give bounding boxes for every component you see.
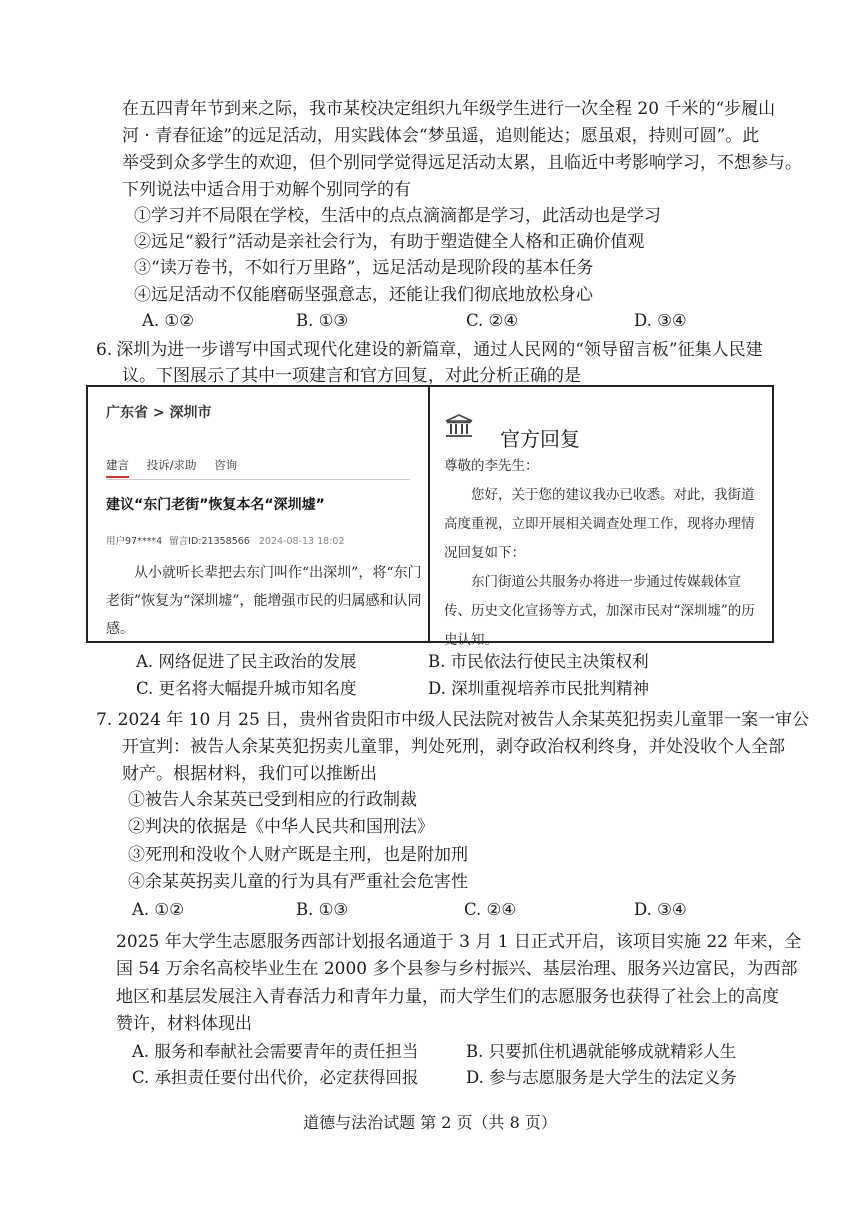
q8-stem-line: 2025 年大学生志愿服务西部计划报名通道于 3 月 1 日正式开启，该项目实施 22 年来，全: [116, 932, 802, 952]
post-body: 从小就听长辈把去东门叫作“出深圳”，将“东门老街”恢复为“深圳墟”，能增强市民的归属感和认同感。: [106, 565, 422, 637]
q6-stem-line: 议。下图展示了其中一项建言和官方回复，对此分析正确的是: [122, 366, 581, 386]
message-tabs: [106, 457, 251, 473]
q6-option-d: D. 深圳重视培养市民批判精神: [428, 679, 650, 698]
q5-stem-line: 下列说法中适合用于劝解个别同学的有: [122, 180, 411, 200]
reply-paragraph: 您好，关于您的建议我办已收悉。对此，我街道高度重视，立即开展相关调查处理工作，现将办理情况回复如下：: [444, 487, 755, 561]
post-meta: [106, 533, 344, 547]
q7-stem-line: 7. 2024 年 10 月 25 日，贵州省贵阳市中级人民法院对被告人余某英犯拐卖儿童罪一案一审公: [96, 710, 810, 730]
q7-option-b: B. ①③: [296, 900, 349, 919]
reply-greeting: 尊敬的李先生：: [444, 458, 539, 474]
post-title: 建议“东门老街”恢复本名“深圳墟”: [106, 497, 325, 513]
q6-option-c: C. 更名将大幅提升城市知名度: [136, 679, 357, 698]
q5-statement: ④远足活动不仅能磨砺坚强意志，还能让我们彻底地放松身心: [134, 285, 593, 305]
q6-stem-line-1: [96, 338, 763, 362]
q8-stem-line: 赞许，材料体现出: [116, 1014, 252, 1034]
reply-title: 官方回复: [500, 427, 580, 451]
q7-option-c: C. ②④: [464, 900, 517, 919]
post-id: 留言ID:21358566: [169, 536, 250, 547]
q5-statement: ③“读万卷书，不如行万里路”，远足活动是现阶段的基本任务: [134, 258, 594, 278]
q5-option-d: D. ③④: [634, 311, 687, 330]
post-date: 2024-08-13 18:02: [258, 536, 345, 547]
government-building-icon: [444, 413, 474, 439]
q5-option-c: C. ②④: [466, 311, 519, 330]
q6-option-a: A. 网络促进了民主政治的发展: [136, 652, 357, 671]
q5-option-a: A. ①②: [142, 311, 194, 330]
q5-option-b: B. ①③: [296, 311, 349, 330]
q5-statement: ①学习并不局限在学校，生活中的点点滴滴都是学习，此活动也是学习: [134, 206, 661, 226]
q7-option-d: D. ③④: [634, 900, 687, 919]
reply-body: [444, 481, 762, 655]
q6-option-b: B. 市民依法行使民主决策权利: [428, 652, 649, 671]
message-board-figure: [86, 385, 774, 648]
official-reply-panel: [428, 387, 772, 648]
tab-complaint[interactable]: 投诉/求助: [146, 458, 197, 472]
q7-statement: ④余某英拐卖儿童的行为具有严重社会危害性: [128, 872, 468, 892]
q7-statement: ②判决的依据是《中华人民共和国刑法》: [128, 817, 434, 837]
post-user: 用户97****4: [106, 536, 163, 547]
q8-option-b: B. 只要抓住机遇就能够成就精彩人生: [466, 1042, 737, 1061]
q8-option-d: D. 参与志愿服务是大学生的法定义务: [466, 1068, 737, 1087]
q8-option-c: C. 承担责任要付出代价，必定获得回报: [132, 1068, 419, 1087]
reply-paragraph: 东门街道公共服务办将进一步通过传媒载体宣传、历史文化宣扬等方式，加深市民对“深圳墟”的历史认知。: [444, 574, 755, 648]
page-footer: 道德与法治试题 第 2 页（共 8 页）: [303, 1113, 557, 1132]
q5-stem-line: 河 · 青春征途”的远足活动，用实践体会“梦虽遥，追则能达；愿虽艰，持则可圆”。此: [122, 126, 760, 146]
tab-consult[interactable]: 咨询: [214, 458, 238, 472]
tab-suggestion[interactable]: 建言: [106, 458, 129, 478]
q7-statement: ③死刑和没收个人财产既是主刑，也是附加刑: [128, 845, 468, 865]
q7-option-a: A. ①②: [132, 900, 184, 919]
q5-statement: ②远足“毅行”活动是亲社会行为，有助于塑造健全人格和正确价值观: [134, 232, 645, 252]
q8-stem-line: 国 54 万余名高校毕业生在 2000 多个县参与乡村振兴、基层治理、服务兴边富民，为西部: [116, 959, 798, 979]
q5-stem-line: 举受到众多学生的欢迎，但个别同学觉得远足活动太累，且临近中考影响学习，不想参与。: [122, 153, 802, 173]
q6-number: 6.: [96, 340, 113, 360]
q7-stem-line: 财产。根据材料，我们可以推断出: [122, 764, 377, 784]
q7-stem-line: 开宣判：被告人余某英犯拐卖儿童罪，判处死刑，剥夺政治权利终身，并处没收个人全部: [122, 737, 785, 757]
q8-stem-line: 地区和基层发展注入青春活力和青年力量，而大学生们的志愿服务也获得了社会上的高度: [116, 987, 779, 1007]
q7-statement: ①被告人余某英已受到相应的行政制裁: [128, 790, 417, 810]
tabs-divider: [106, 479, 410, 480]
breadcrumb: 广东省 > 深圳市: [106, 405, 212, 421]
q5-stem-line: 在五四青年节到来之际，我市某校决定组织九年级学生进行一次全程 20 千米的“步履山: [122, 99, 776, 119]
q6-stem-text: 深圳为进一步谱写中国式现代化建设的新篇章，通过人民网的“领导留言板”征集人民建: [116, 340, 763, 360]
q8-option-a: A. 服务和奉献社会需要青年的责任担当: [132, 1042, 419, 1061]
citizen-suggestion-panel: [88, 387, 428, 641]
